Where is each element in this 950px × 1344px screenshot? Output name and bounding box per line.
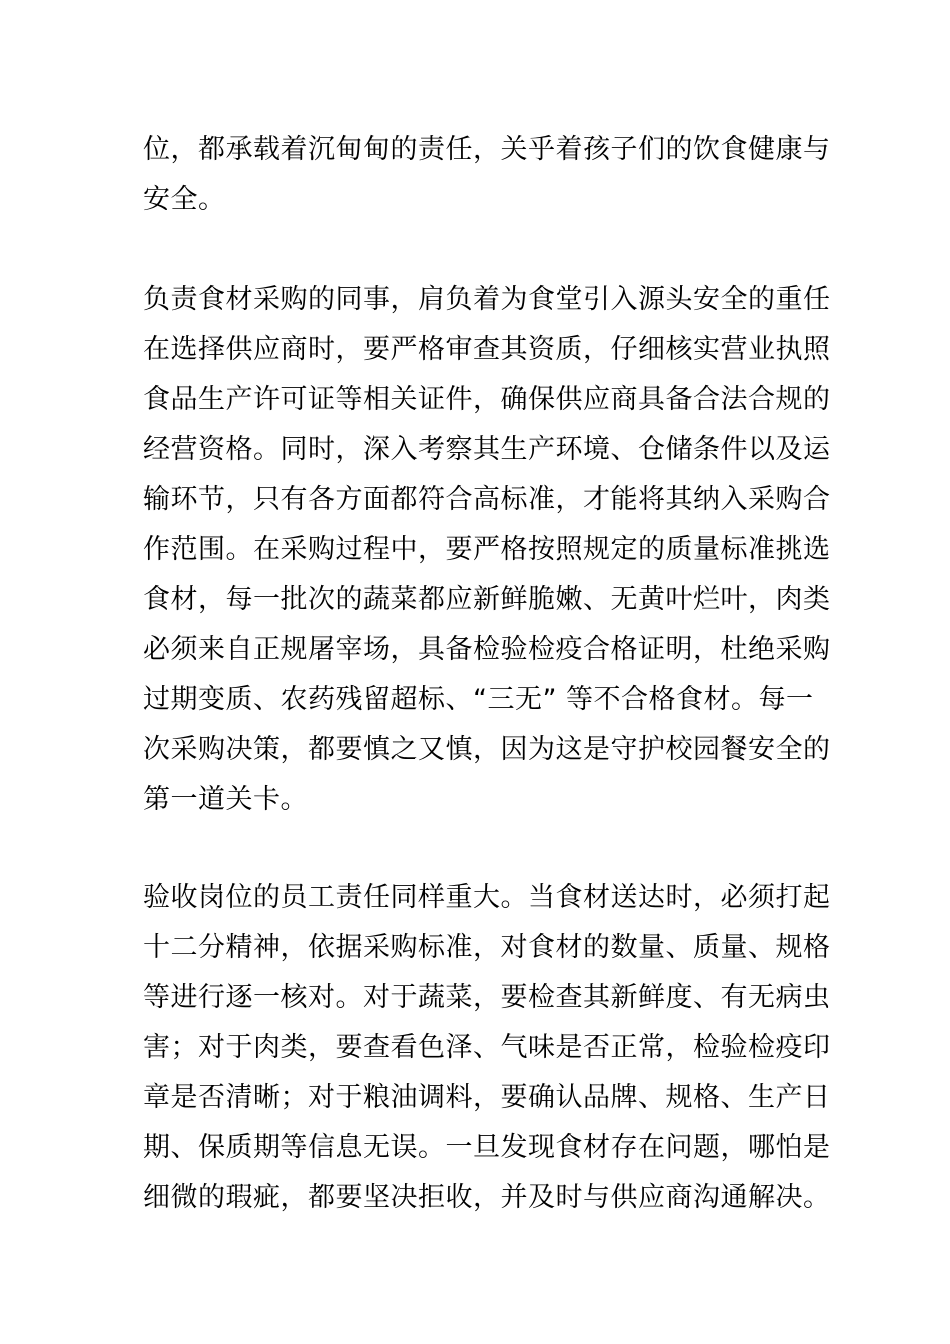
paragraph-3-line-5: 章是否清晰；对于粮油调料，要确认品牌、规格、生产日 [143,1082,831,1113]
paragraph-3-line-4: 害；对于肉类，要查看色泽、气味是否正常，检验检疫印 [143,1032,831,1063]
paragraph-3-line-6: 期、保质期等信息无误。一旦发现食材存在问题，哪怕是 [143,1132,831,1163]
paragraph-2-line-10: 次采购决策，都要慎之又慎，因为这是守护校园餐安全的 [143,734,831,765]
paragraph-2-line-1: 负责食材采购的同事，肩负着为食堂引入源头安全的重任 [143,284,831,315]
paragraph-2-line-7: 食材，每一批次的蔬菜都应新鲜脆嫩、无黄叶烂叶，肉类 [143,584,831,615]
paragraph-2-line-2: 在选择供应商时，要严格审查其资质，仔细核实营业执照 [143,334,831,365]
paragraph-3-line-2: 十二分精神，依据采购标准，对食材的数量、质量、规格 [143,932,831,963]
paragraph-2-line-3: 食品生产许可证等相关证件，确保供应商具备合法合规的 [143,384,831,415]
paragraph-1-line-2: 安全。 [143,184,226,215]
paragraph-2-line-9: 过期变质、农药残留超标、“三无” 等不合格食材。每一 [143,684,814,715]
paragraph-3-line-1: 验收岗位的员工责任同样重大。当食材送达时，必须打起 [143,882,831,913]
paragraph-2-line-5: 输环节，只有各方面都符合高标准，才能将其纳入采购合 [143,484,831,515]
paragraph-2-line-4: 经营资格。同时，深入考察其生产环境、仓储条件以及运 [143,434,831,465]
paragraph-3-line-7: 细微的瑕疵，都要坚决拒收，并及时与供应商沟通解决。 [143,1182,831,1213]
paragraph-2-line-6: 作范围。在采购过程中，要严格按照规定的质量标准挑选 [143,534,831,565]
paragraph-2-line-11: 第一道关卡。 [143,784,308,815]
paragraph-1-line-1: 位，都承载着沉甸甸的责任，关乎着孩子们的饮食健康与 [143,134,831,165]
paragraph-3-line-3: 等进行逐一核对。对于蔬菜，要检查其新鲜度、有无病虫 [143,982,831,1013]
paragraph-2-line-8: 必须来自正规屠宰场，具备检验检疫合格证明，杜绝采购 [143,634,831,665]
